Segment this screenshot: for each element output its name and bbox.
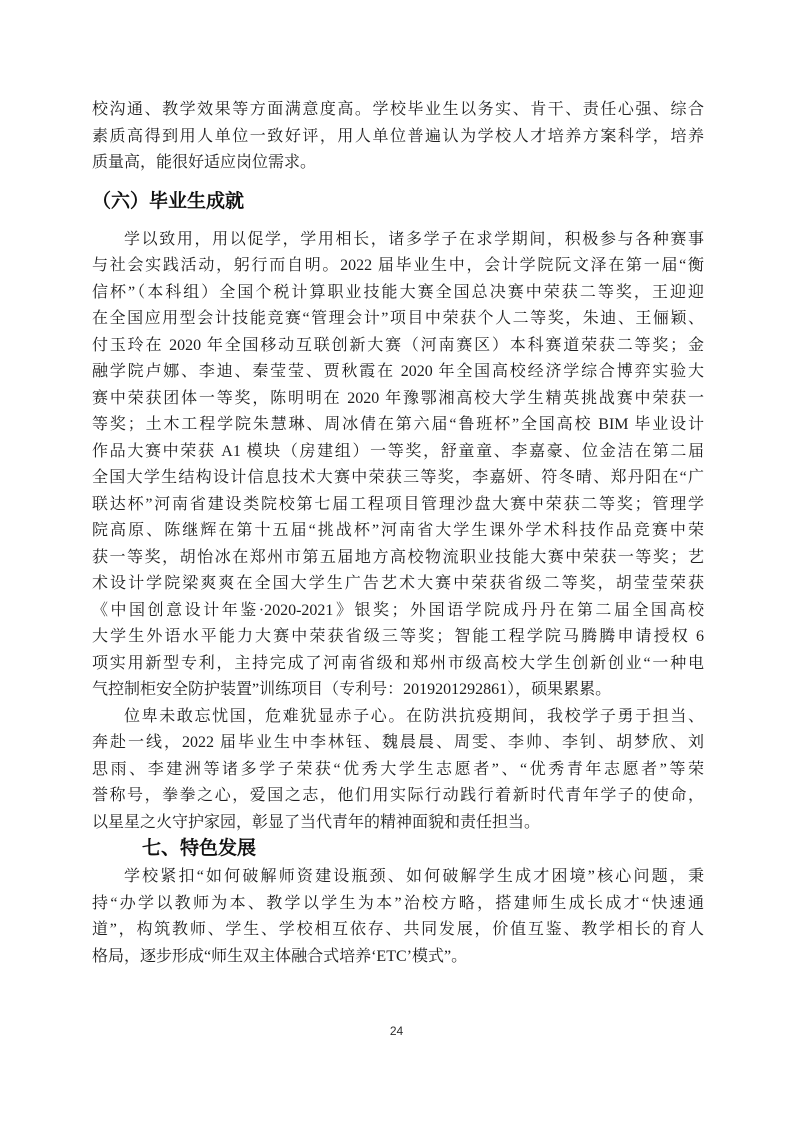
- text-line: 学以致用，用以促学，学用相长，诸多学子在求学期间，积极参与各种赛事: [124, 230, 704, 248]
- paragraph-characteristic-development: [92, 864, 704, 970]
- text-line: 等奖；土木工程学院朱慧琳、周冰倩在第六届“鲁班杯”全国高校 BIM 毕业设计: [92, 416, 704, 433]
- text-line: 大学生外语水平能力大赛中荣获省级三等奖；智能工程学院马腾腾申请授权 6: [92, 628, 704, 645]
- text-line: 奔赴一线，2022 届毕业生中李林钰、魏晨晨、周雯、李帅、李钊、胡梦欣、刘: [92, 734, 704, 751]
- text-line: 位卑未敢忘忧国，危难犹显赤子心。在防洪抗疫期间，我校学子勇于担当、: [124, 707, 704, 725]
- text-line: 项实用新型专利，主持完成了河南省级和郑州市级高校大学生创新创业“一种电: [92, 654, 704, 672]
- text-line: 与社会实践活动，躬行而自明。2022 届毕业生中，会计学院阮文泽在第一届“衡: [92, 257, 704, 274]
- text-line: 付玉玲在 2020 年全国移动互联创新大赛（河南赛区）本科赛道荣获二等奖；金: [92, 336, 704, 354]
- text-line: 气控制柜安全防护装置”训练项目（专利号：2019201292861），硕果累累。: [92, 681, 612, 698]
- page-body: [92, 97, 704, 970]
- text-line: 持“办学以教师为本、教学以学生为本”治校方略，搭建师生成长成才“快速通: [92, 894, 704, 912]
- text-line: 思雨、李建洲等诸多学子荣获“优秀大学生志愿者”、“优秀青年志愿者”等荣: [92, 760, 704, 778]
- text-line: 质量高，能很好适应岗位需求。: [92, 154, 317, 171]
- text-line: 全国大学生结构设计信息技术大赛中荣获三等奖，李嘉妍、符冬晴、郑丹阳在“广: [92, 469, 704, 486]
- heading-section-seven-characteristic-development: 七、特色发展: [142, 838, 257, 859]
- heading-section-six-graduate-achievements: （六）毕业生成就: [92, 190, 245, 212]
- text-line: 校沟通、教学效果等方面满意度高。学校毕业生以务实、肯干、责任心强、综合: [92, 101, 704, 118]
- text-line: 学校紧扣“如何破解师资建设瓶颈、如何破解学生成才困境”核心问题，秉: [124, 868, 704, 885]
- text-line: 院高原、陈继辉在第十五届“挑战杯”河南省大学生课外学术科技作品竞赛中荣: [92, 522, 704, 539]
- text-line: 素质高得到用人单位一致好评，用人单位普遍认为学校人才培养方案科学，培养: [92, 127, 704, 145]
- text-line: 誉称号，拳拳之心，爱国之志，他们用实际行动践行着新时代青年学子的使命，: [92, 787, 704, 804]
- text-line: 以星星之火守护家园，彰显了当代青年的精神面貌和责任担当。: [92, 813, 541, 831]
- text-line: 格局，逐步形成“师生双主体融合式培养‘ETC’模式”。: [92, 947, 468, 965]
- text-line: 作品大赛中荣获 A1 模块（房建组）一等奖，舒童童、李嘉豪、位金洁在第二届: [92, 442, 704, 460]
- page-number: 24: [389, 1024, 404, 1038]
- text-line: 赛中荣获团体一等奖，陈明明在 2020 年豫鄂湘高校大学生精英挑战赛中荣获一: [92, 389, 704, 407]
- page-footer: [0, 1024, 793, 1038]
- text-line: 获一等奖，胡怡冰在郑州市第五届地方高校物流职业技能大赛中荣获一等奖；艺: [92, 548, 704, 566]
- text-line: 《中国创意设计年鉴·2020-2021》银奖；外国语学院成丹丹在第二届全国高校: [92, 601, 704, 619]
- text-line: 道”，构筑教师、学生、学校相互依存、共同发展，价值互鉴、教学相长的育人: [92, 921, 704, 938]
- paragraph-competition-awards: [92, 227, 704, 704]
- text-line: 信杯”（本科组）全国个税计算职业技能大赛全国总决赛中荣获二等奖，王迎迎: [92, 283, 704, 301]
- text-line: 融学院卢娜、李迪、秦莹莹、贾秋霞在 2020 年全国高校经济学综合博弈实验大: [92, 363, 704, 380]
- paragraph-employment-satisfaction: [92, 97, 704, 177]
- text-line: 联达杯”河南省建设类院校第七届工程项目管理沙盘大赛中荣获二等奖；管理学: [92, 495, 704, 513]
- text-line: 在全国应用型会计技能竞赛“管理会计”项目中荣获个人二等奖，朱迪、王俪颖、: [92, 310, 704, 327]
- paragraph-volunteer-honors: [92, 704, 704, 837]
- text-line: 术设计学院梁爽爽在全国大学生广告艺术大赛中荣获省级二等奖，胡莹莹荣获: [92, 575, 704, 592]
